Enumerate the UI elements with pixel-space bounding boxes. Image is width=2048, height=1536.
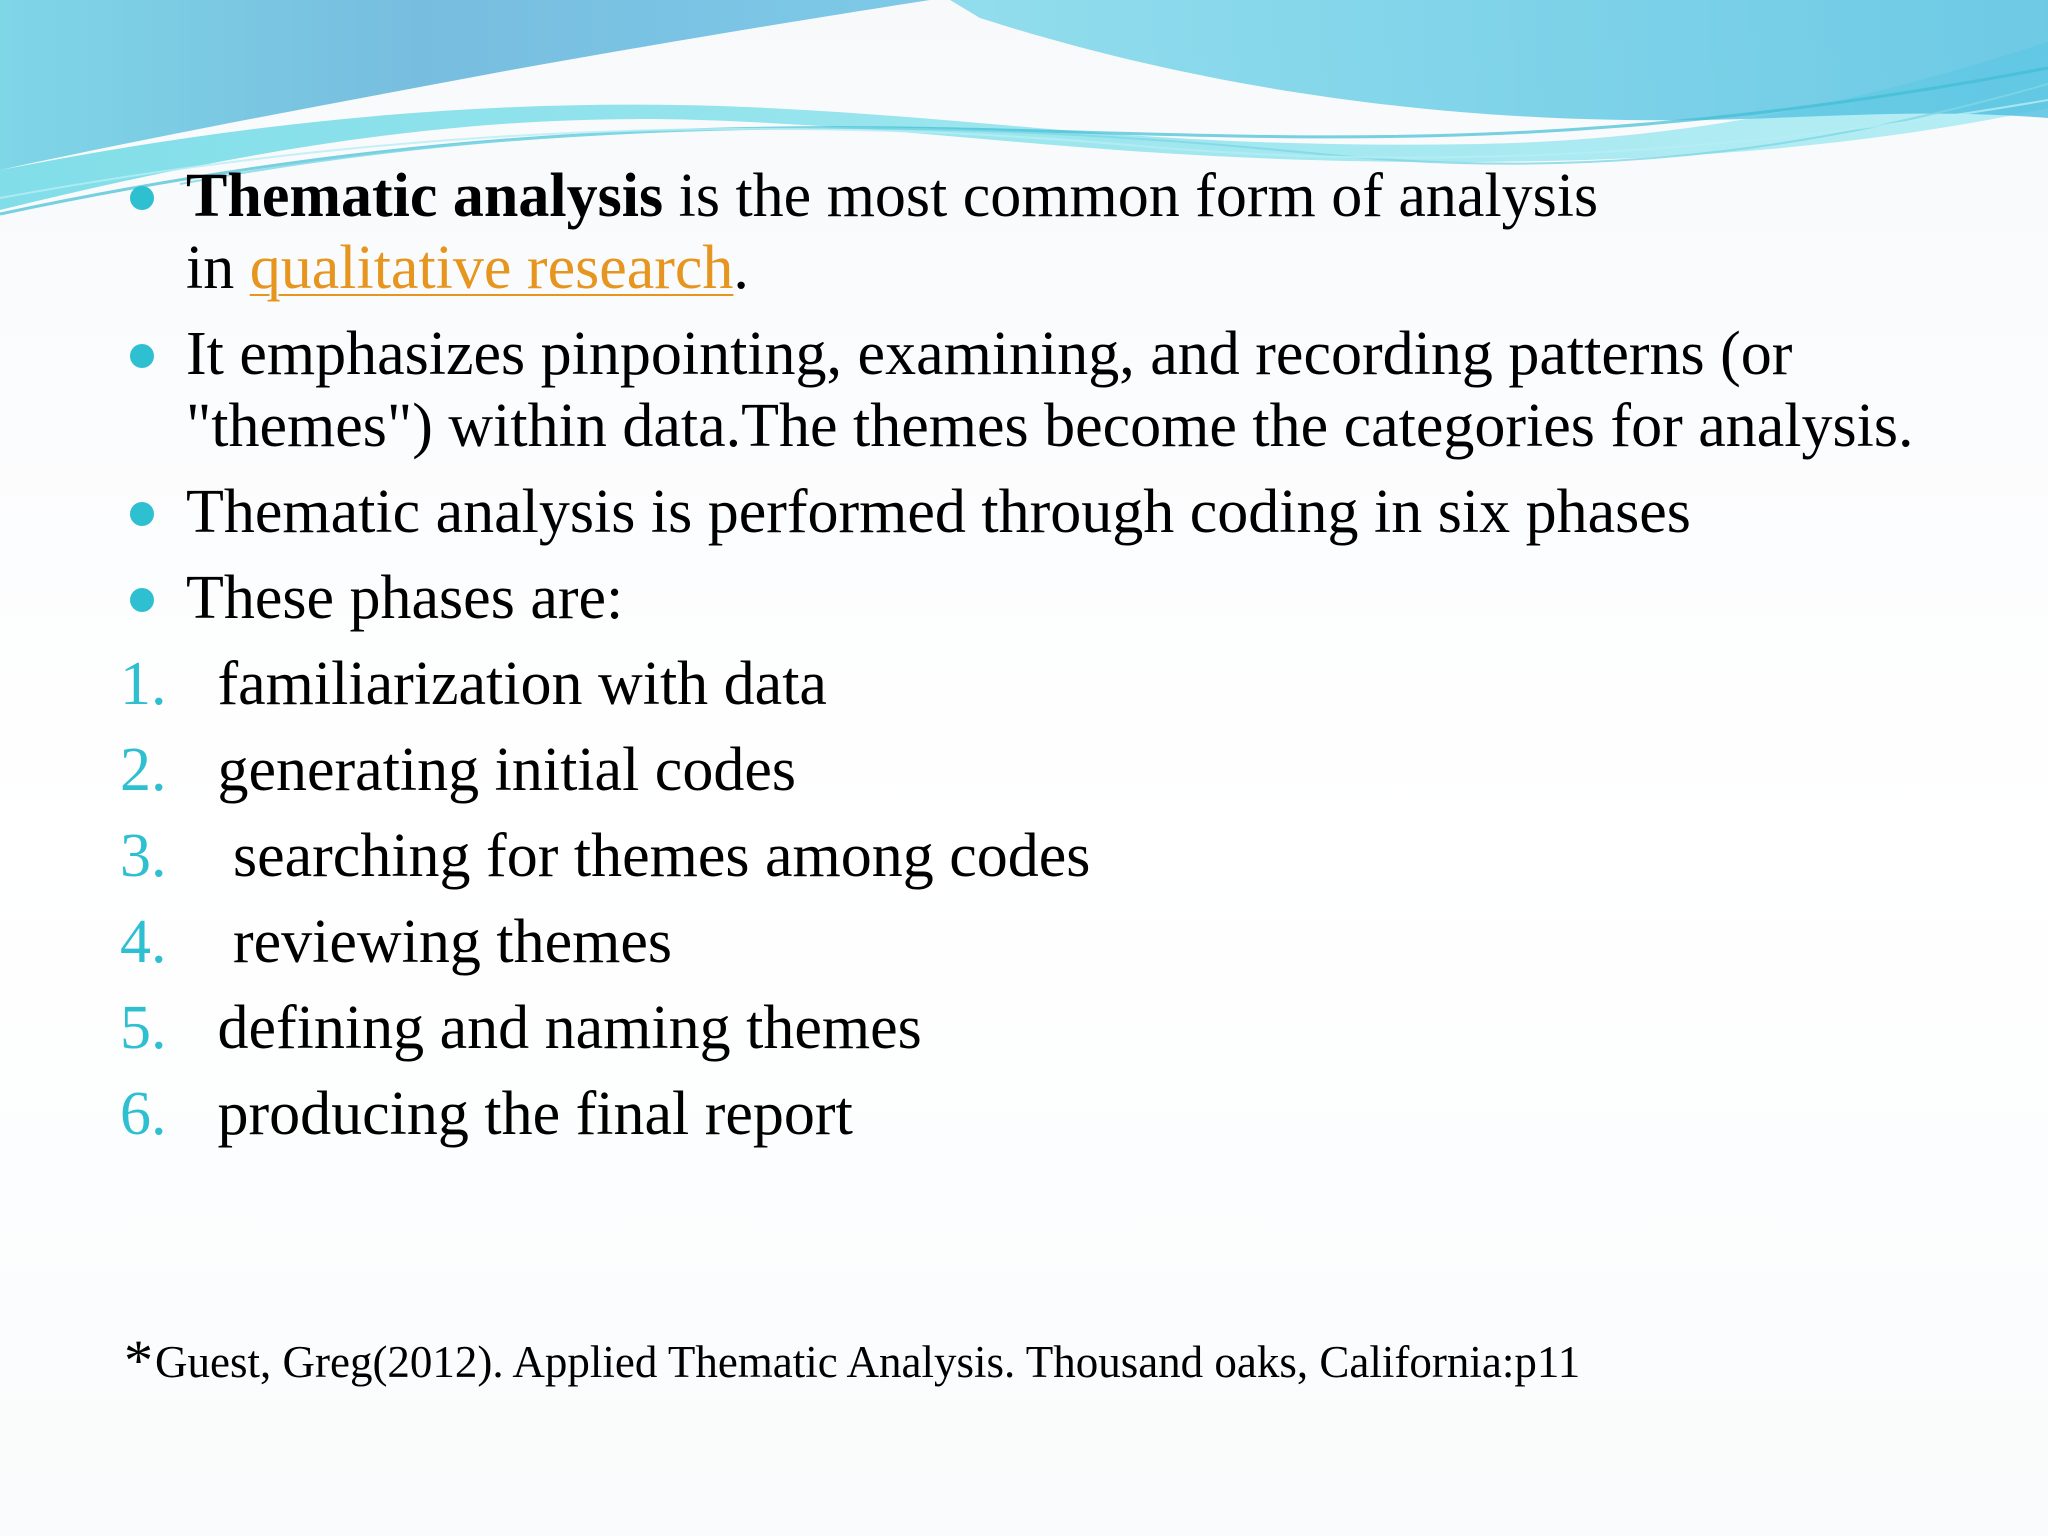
phases-intro-text: These phases are: (186, 564, 624, 632)
phase-item (120, 1078, 1980, 1164)
phase-number: 4. (120, 908, 167, 976)
phase-label: searching for themes among codes (202, 822, 1091, 890)
phase-number: 1. (120, 650, 167, 718)
phase-label: reviewing themes (202, 908, 673, 976)
phase-item (120, 648, 1980, 734)
phase-number: 6. (120, 1080, 167, 1148)
bullet-list (120, 160, 1980, 634)
phase-label: producing the final report (202, 1080, 853, 1148)
citation-marker: * (124, 1328, 153, 1393)
wave-band-right (950, 0, 2048, 120)
bullet-item-thematic-analysis-definition (120, 160, 1980, 304)
bullet-item-phases-intro (120, 562, 1980, 634)
bullet-icon (130, 588, 154, 612)
phase-number: 2. (120, 736, 167, 804)
phase-number: 3. (120, 822, 167, 890)
definition-suffix: . (733, 234, 749, 302)
phase-label: generating initial codes (202, 736, 796, 804)
bullet-icon (130, 186, 154, 210)
six-phases-text: Thematic analysis is performed through coding in six phases (186, 478, 1691, 546)
citation-text: Guest, Greg(2012). Applied Thematic Analysis. Thousand oaks, California:p11 (155, 1337, 1581, 1387)
bullet-item-six-phases (120, 476, 1980, 548)
phase-item (120, 992, 1980, 1078)
patterns-text: It emphasizes pinpointing, examining, and recording patterns (or "themes") within data.The themes become the categories for analysis. (186, 320, 1914, 460)
phase-number: 5. (120, 994, 167, 1062)
qualitative-research-link[interactable]: qualitative research (249, 234, 734, 302)
definition-text: is the most common form of analysis (663, 162, 1599, 230)
thematic-analysis-term: Thematic analysis (186, 162, 664, 230)
phase-item (120, 820, 1980, 906)
citation (124, 1328, 1924, 1393)
phase-list (120, 648, 1980, 1164)
bullet-item-patterns (120, 318, 1980, 462)
phase-item (120, 734, 1980, 820)
phase-label: familiarization with data (202, 650, 827, 718)
slide-content (120, 160, 1980, 1164)
definition-prefix: in (186, 234, 250, 302)
bullet-icon (130, 344, 154, 368)
phase-label: defining and naming themes (202, 994, 922, 1062)
bullet-icon (130, 502, 154, 526)
phase-item (120, 906, 1980, 992)
